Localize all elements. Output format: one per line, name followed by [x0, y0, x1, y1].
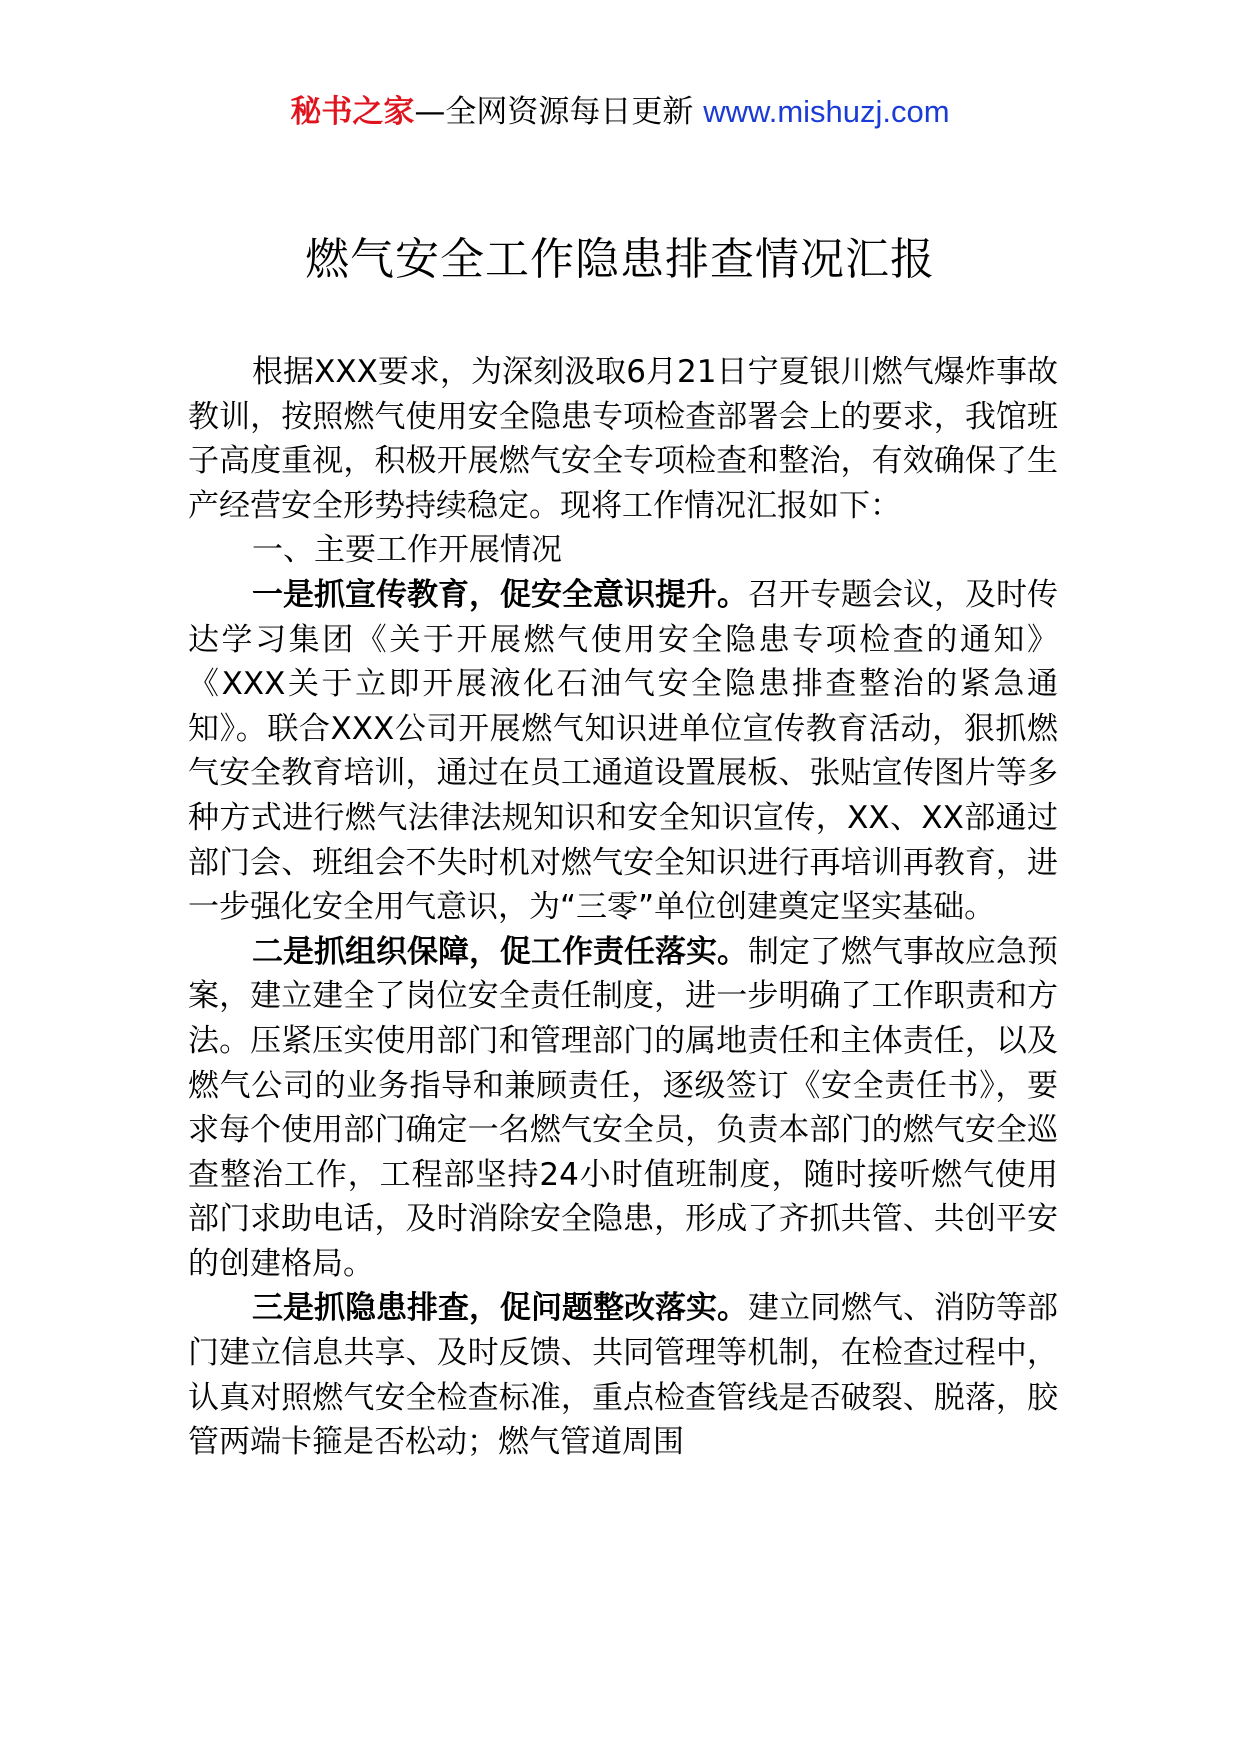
site-header: [0, 92, 1240, 132]
paragraph-organization: [188, 930, 1058, 1287]
document-body: [188, 350, 1058, 1465]
brand-name: 秘书之家: [290, 94, 415, 130]
site-url-link[interactable]: www.mishuzj.com: [703, 94, 950, 129]
header-tagline: —全网资源每日更新: [414, 94, 694, 130]
paragraph-inspection: [188, 1286, 1058, 1464]
paragraph-content: 召开专题会议，及时传达学习集团《关于开展燃气使用安全隐患专项检查的通知》《XXX关于立即开展液化石油气安全隐患排查整治的紧急通知》。联合XXX公司开展燃气知识进单位宣传教育活动，狠抓燃气安全教育培训，通过在员工通道设置展板、张贴宣传图片等多种方式进行燃气法律法规知识和安全知识宣传，XX、XX部通过部门会、班组会不失时机对燃气安全知识进行再培训再教育，进一步强化安全用气意识，为“三零”单位创建奠定坚实基础。: [188, 576, 1058, 926]
paragraph-lead: 二是抓组织保障，促工作责任落实。: [252, 933, 748, 970]
paragraph-content: 建立同燃气、消防等部门建立信息共享、及时反馈、共同管理等机制，在检查过程中，认真对照燃气安全检查标准，重点检查管线是否破裂、脱落，胶管两端卡箍是否松动；燃气管道周围: [188, 1290, 1058, 1461]
intro-paragraph: 根据XXX要求，为深刻汲取6月21日宁夏银川燃气爆炸事故教训，按照燃气使用安全隐患专项检查部署会上的要求，我馆班子高度重视，积极开展燃气安全专项检查和整治，有效确保了生产经营安全形势持续稳定。现将工作情况汇报如下：: [188, 354, 1058, 524]
section-heading: 一、主要工作开展情况: [252, 532, 562, 569]
paragraph-content: 制定了燃气事故应急预案，建立建全了岗位安全责任制度，进一步明确了工作职责和方法。压紧压实使用部门和管理部门的属地责任和主体责任，以及燃气公司的业务指导和兼顾责任，逐级签订《安全责任书》，要求每个使用部门确定一名燃气安全员，负责本部门的燃气安全巡查整治工作，工程部坚持24小时值班制度，随时接听燃气使用部门求助电话，及时消除安全隐患，形成了齐抓共管、共创平安的创建格局。: [188, 933, 1058, 1282]
document-title: 燃气安全工作隐患排查情况汇报: [305, 234, 935, 285]
paragraph-lead: 一是抓宣传教育，促安全意识提升。: [252, 576, 748, 613]
paragraph-publicity: [188, 573, 1058, 930]
paragraph-lead: 三是抓隐患排查，促问题整改落实。: [252, 1290, 748, 1327]
